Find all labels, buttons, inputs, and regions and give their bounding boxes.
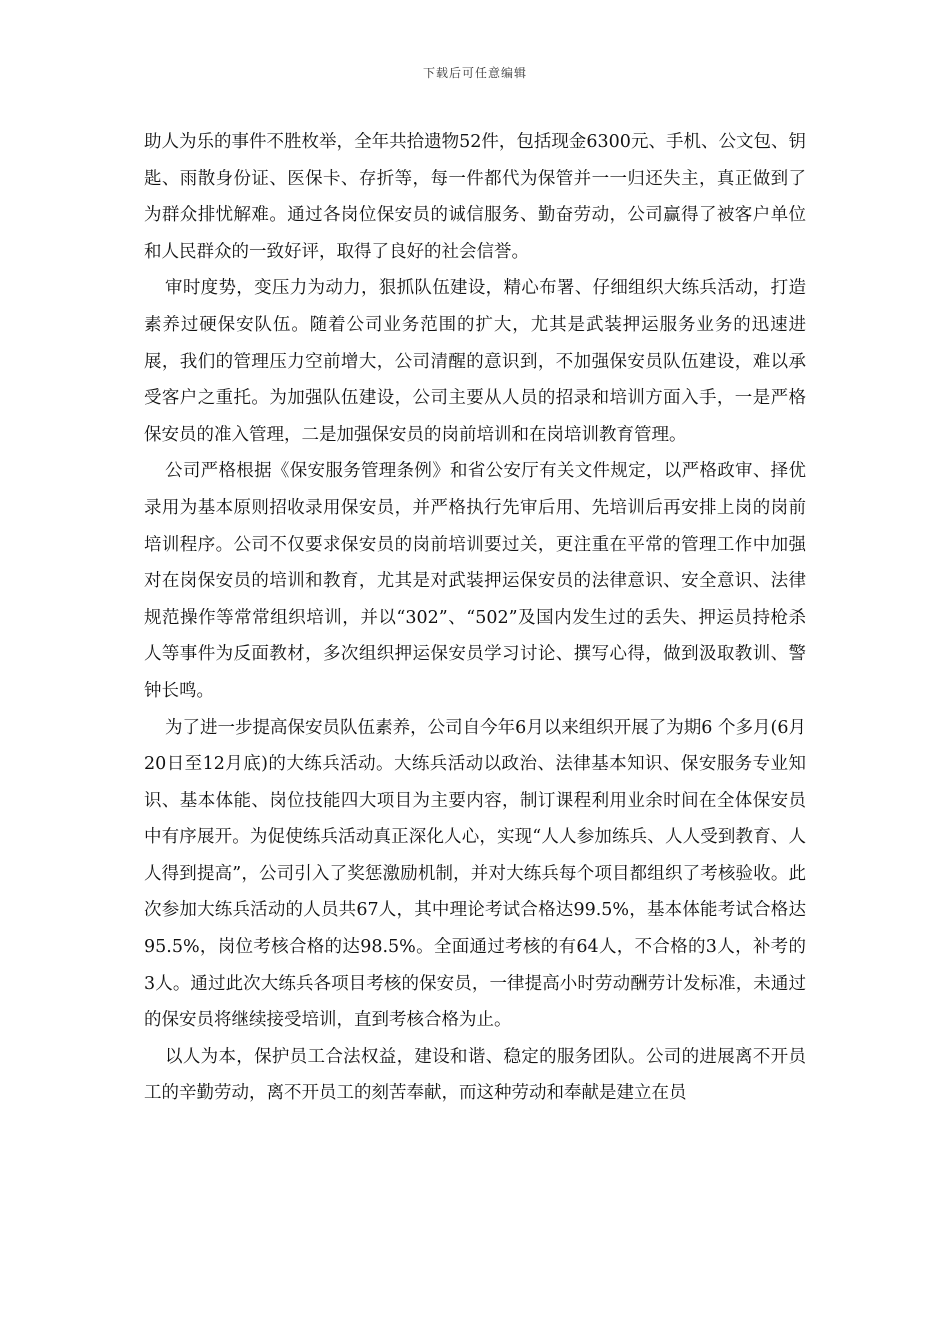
paragraph-2: 审时度势，变压力为动力，狠抓队伍建设，精心布署、仔细组织大练兵活动，打造素养过硬保安队伍。随着公司业务范围的扩大，尤其是武装押运服务业务的迅速进展，我们的管理压力空前增大，公司清醒的意识到，不加强保安员队伍建设，难以承受客户之重托。为加强队伍建设，公司主要从人员的招录和培训方面入手，一是严格保安员的准入管理，二是加强保安员的岗前培训和在岗培训教育管理。 — [144, 278, 806, 445]
page-header-note: 下载后可任意编辑 — [422, 66, 527, 80]
paragraph-3: 公司严格根据《保安服务管理条例》和省公安厅有关文件规定，以严格政审、择优录用为基本原则招收录用保安员，并严格执行先审后用、先培训后再安排上岗的岗前培训程序。公司不仅要求保安员的岗前培训要过关，更注重在平常的管理工作中加强对在岗保安员的培训和教育，尤其是对武装押运保安员的法律意识、安全意识、法律规范操作等常常组织培训，并以“302”、“502”及国内发生过的丢失、押运员持枪杀人等事件为反面教材，多次组织押运保安员学习讨论、撰写心得，做到汲取教训、警钟长鸣。 — [144, 461, 806, 701]
paragraph-4: 为了进一步提高保安员队伍素养，公司自今年6月以来组织开展了为期6 个多月(6月20日至12月底)的大练兵活动。大练兵活动以政治、法律基本知识、保安服务专业知识、基本体能、岗位技能四大项目为主要内容，制订课程利用业余时间在全体保安员中有序展开。为促使练兵活动真正深化人心，实现“人人参加练兵、人人受到教育、人人得到提高”，公司引入了奖惩激励机制，并对大练兵每个项目都组织了考核验收。此次参加大练兵活动的人员共67人，其中理论考试合格达99.5%，基本体能考试合格达95.5%，岗位考核合格的达98.5%。全面通过考核的有64人，不合格的3人，补考的3人。通过此次大练兵各项目考核的保安员，一律提高小时劳动酬劳计发标准，未通过的保安员将继续接受培训，直到考核合格为止。 — [144, 717, 806, 1031]
paragraph-1: 助人为乐的事件不胜枚举，全年共拾遗物52件，包括现金6300元、手机、公文包、钥匙、雨散身份证、医保卡、存折等，每一件都代为保管并一一归还失主，真正做到了为群众排忧解难。通过各岗位保安员的诚信服务、勤奋劳动，公司赢得了被客户单位和人民群众的一致好评，取得了良好的社会信誉。 — [144, 132, 806, 262]
document-body — [144, 124, 806, 1112]
paragraph-5: 以人为本，保护员工合法权益，建设和谐、稳定的服务团队。公司的进展离不开员工的辛勤劳动，离不开员工的刻苦奉献，而这种劳动和奉献是建立在员 — [144, 1046, 806, 1104]
